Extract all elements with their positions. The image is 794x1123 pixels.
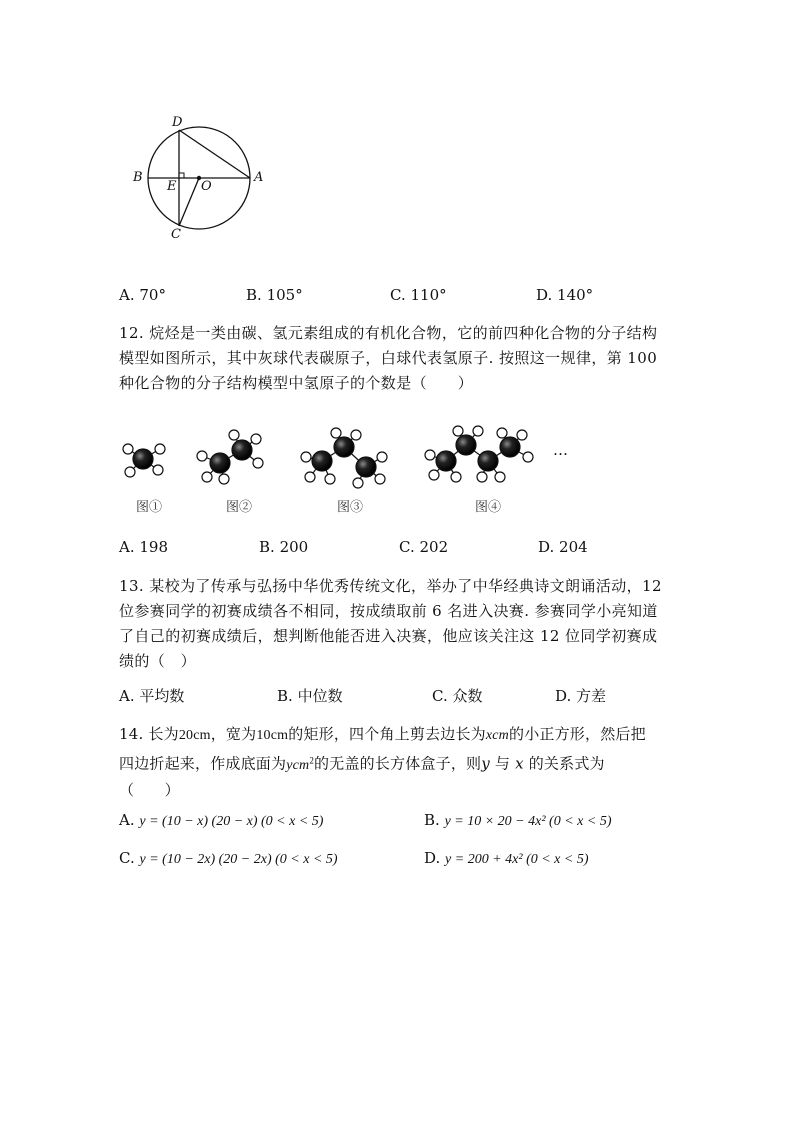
caption-3: 图③ xyxy=(337,500,364,515)
caption-1: 图① xyxy=(136,500,163,515)
molecule-4 xyxy=(425,426,533,482)
right-angle-mark xyxy=(179,173,184,178)
molecule-3 xyxy=(301,428,387,488)
q12-option-b[interactable]: B. 200 xyxy=(259,538,309,556)
q14-line-3: （ ） xyxy=(119,780,180,799)
q14-option-d[interactable]: D. y = 200 + 4x² (0 < x < 5) xyxy=(424,849,589,867)
q13-line-3: 了自己的初赛成绩后，想判断他能否进入决赛，他应该关注这 12 位同学初赛成 xyxy=(119,627,658,645)
label-d: D xyxy=(172,115,183,130)
q12-line-2: 模型如图所示，其中灰球代表碳原子，白球代表氢原子. 按照这一规律，第 100 xyxy=(119,349,658,367)
q12-line-1: 12. 烷烃是一类由碳、氢元素组成的有机化合物，它的前四种化合物的分子结构 xyxy=(119,324,658,342)
q12-option-d[interactable]: D. 204 xyxy=(538,538,588,556)
q12-question xyxy=(119,321,679,396)
q12-line-3: 种化合物的分子结构模型中氢原子的个数是（ ） xyxy=(119,374,474,392)
molecule-figure xyxy=(110,415,590,495)
label-o: O xyxy=(201,179,212,194)
q12-option-c[interactable]: C. 202 xyxy=(399,538,449,556)
label-e: E xyxy=(167,179,177,194)
q13-option-d[interactable]: D. 方差 xyxy=(555,687,607,705)
segment-da xyxy=(179,130,250,178)
molecule-1 xyxy=(123,444,165,477)
q14-option-a[interactable]: A. y = (10 − x) (20 − x) (0 < x < 5) xyxy=(119,811,324,829)
label-a: A xyxy=(254,170,264,185)
q14-option-c[interactable]: C. y = (10 − 2x) (20 − 2x) (0 < x < 5) xyxy=(119,849,338,867)
caption-2: 图② xyxy=(226,500,253,515)
q13-option-b[interactable]: B. 中位数 xyxy=(277,687,343,705)
caption-4: 图④ xyxy=(475,500,502,515)
q11-option-c[interactable]: C. 110° xyxy=(390,286,447,304)
q14-option-b[interactable]: B. y = 10 × 20 − 4x² (0 < x < 5) xyxy=(424,811,612,829)
q11-option-a[interactable]: A. 70° xyxy=(119,286,166,304)
segment-oc xyxy=(179,178,199,226)
q11-option-b[interactable]: B. 105° xyxy=(246,286,303,304)
label-c: C xyxy=(171,227,181,242)
q13-line-4: 绩的（ ） xyxy=(119,652,197,670)
q14-line-2: 四边折起来，作成底面为ycm$^2$的无盖的长方体盒子，则y 与 x 的关系式为 xyxy=(119,754,605,773)
molecule-ellipsis: … xyxy=(553,441,568,459)
q11-option-d[interactable]: D. 140° xyxy=(536,286,594,304)
q13-option-c[interactable]: C. 众数 xyxy=(432,687,483,705)
q13-line-2: 位参赛同学的初赛成绩各不相同，按成绩取前 6 名进入决赛. 参赛同学小亮知道 xyxy=(119,602,658,620)
label-b: B xyxy=(133,170,143,185)
q14-question xyxy=(119,722,679,803)
q13-question xyxy=(119,574,679,674)
q12-option-a[interactable]: A. 198 xyxy=(119,538,169,556)
q14-line-1: 14. 长为20cm，宽为10cm的矩形，四个角上剪去边长为xcm的小正方形，然后把 xyxy=(119,725,646,743)
molecule-2 xyxy=(197,430,263,484)
q13-option-a[interactable]: A. 平均数 xyxy=(119,687,185,705)
q13-line-1: 13. 某校为了传承与弘扬中华优秀传统文化，举办了中华经典诗文朗诵活动，12 xyxy=(119,577,662,595)
